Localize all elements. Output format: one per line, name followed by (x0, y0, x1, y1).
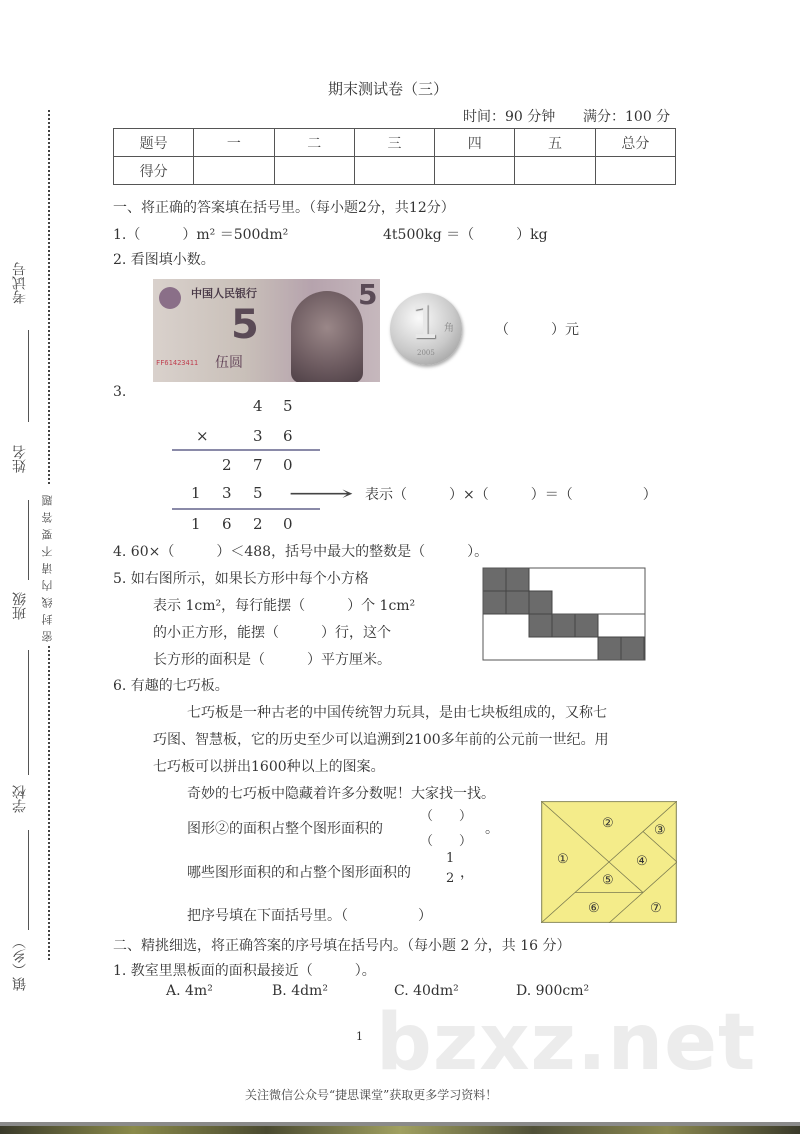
header-cell: 二 (274, 129, 354, 157)
q6-question-b: 哪些图形面积的和占整个图形面积的 (187, 865, 411, 881)
digit: 6 (222, 515, 232, 533)
digit: 0 (283, 456, 293, 474)
q5-line: 5. 如右图所示，如果长方形中每个小方格 (113, 571, 369, 587)
score-cell[interactable] (274, 157, 354, 185)
fraction-denominator: 2 (446, 871, 455, 886)
digit: 1 (191, 515, 201, 533)
page-title: 期末测试卷（三） (328, 80, 449, 98)
option-d: D. 900cm² (516, 983, 590, 999)
score-cell[interactable] (435, 157, 515, 185)
note-corner-value: 5 (358, 279, 378, 311)
name-field[interactable] (28, 500, 29, 580)
digit: 3 (222, 484, 232, 502)
score-table-score-row (114, 157, 676, 185)
note-value: 5 (231, 302, 259, 348)
emblem-icon (159, 287, 181, 309)
footer-note: 关注微信公众号“捷思课堂”获取更多学习资料！ (245, 1088, 498, 1102)
header-cell: 四 (435, 129, 515, 157)
fraction-denominator-blank[interactable]: （ ） (420, 834, 473, 849)
exam-time: 时间：90 分钟 (463, 109, 556, 125)
digit: 3 (253, 427, 263, 445)
q6-paragraph-line: 七巧板是一种古老的中国传统智力玩具，是由七块板组成的，又称七 (187, 705, 607, 721)
header-cell: 五 (515, 129, 595, 157)
coin-image (390, 293, 462, 365)
arrow-icon: ⟶ (288, 481, 354, 505)
digit: 2 (253, 515, 263, 533)
q2-answer: （ ）元 (495, 322, 579, 338)
q6-find: 奇妙的七巧板中隐藏着许多分数呢！大家找一找。 (187, 786, 495, 802)
digit: 6 (283, 427, 293, 445)
times-sign: × (196, 427, 209, 445)
score-table-header-row (114, 129, 676, 157)
tangram-label: ④ (636, 854, 648, 869)
town-label: 镇（乡） (12, 935, 28, 991)
q6-question-a: 图形②的面积占整个图形面积的 (187, 821, 383, 837)
note-chinese-value: 伍圆 (215, 355, 243, 371)
q4-text: 4. 60×（ ）＜488，括号中最大的整数是（ ）。 (113, 544, 489, 560)
bank-name: 中国人民银行 (191, 287, 257, 300)
header-cell: 总分 (595, 129, 675, 157)
row-label: 得分 (114, 157, 194, 185)
fraction-numerator-blank[interactable]: （ ） (420, 809, 473, 824)
tangram-label: ③ (654, 823, 666, 838)
q1-part-b: 4t500kg ＝（ ）kg (383, 227, 548, 243)
calc-line (172, 508, 320, 510)
coin-value: 1 (410, 295, 440, 349)
q1-part-a: 1.（ ）m² ＝500dm² (113, 227, 289, 243)
page-number: 1 (356, 1030, 363, 1043)
school-field[interactable] (28, 830, 29, 930)
q6-title: 6. 有趣的七巧板。 (113, 678, 229, 694)
q2-text: 2. 看图填小数。 (113, 252, 215, 268)
digit: 0 (283, 515, 293, 533)
digit: 5 (253, 484, 263, 502)
class-field[interactable] (28, 650, 29, 775)
fraction-numerator: 1 (446, 851, 455, 866)
tangram-label: ② (602, 816, 614, 831)
watermark: bzxz.net (376, 998, 757, 1088)
tangram-label: ⑥ (588, 901, 600, 916)
note-serial: FF61423411 (156, 359, 199, 367)
grid-rectangle-figure (482, 567, 646, 661)
option-a: A. 4m² (166, 983, 213, 999)
score-cell[interactable] (515, 157, 595, 185)
punct: ， (460, 865, 474, 881)
score-cell[interactable] (595, 157, 675, 185)
header-cell: 题号 (114, 129, 194, 157)
coin-year: 2005 (417, 349, 435, 357)
header-cell: 一 (194, 129, 274, 157)
name-label: 姓名 (12, 445, 28, 473)
digit: 4 (253, 397, 263, 415)
school-label: 学校 (12, 785, 28, 813)
exam-no-label: 考试号 (12, 262, 28, 304)
tangram-label: ① (557, 852, 569, 867)
coin-unit: 角 (444, 323, 454, 334)
banknote-image (153, 279, 380, 382)
portrait (291, 291, 363, 382)
tangram-label: ⑦ (650, 901, 662, 916)
score-cell[interactable] (354, 157, 434, 185)
tangram-label: ⑤ (602, 873, 614, 888)
q3-explain: 表示（ ）×（ ）＝（ ） (365, 487, 657, 503)
q5-line: 的小正方形，能摆（ ）行，这个 (153, 625, 391, 641)
q6-question-c: 把序号填在下面括号里。（ ） (187, 908, 432, 924)
class-label: 班级 (12, 592, 28, 620)
section2-title: 二、精挑细选，将正确答案的序号填在括号内。（每小题 2 分，共 16 分） (113, 938, 571, 954)
background-strip (0, 1126, 800, 1134)
digit: 7 (253, 456, 263, 474)
full-score: 满分：100 分 (583, 109, 671, 125)
digit: 2 (222, 456, 232, 474)
option-c: C. 40dm² (394, 983, 459, 999)
seal-notice: 密封线内请不要答题 (40, 485, 56, 646)
q3-label: 3. (113, 384, 127, 400)
q5-line: 表示 1cm²，每行能摆（ ）个 1cm² (153, 598, 416, 614)
calc-line (172, 449, 320, 451)
exam-no-field[interactable] (28, 330, 29, 422)
score-table (113, 128, 676, 185)
q6-paragraph-line: 巧图、智慧板，它的历史至少可以追溯到2100多年前的公元前一世纪。用 (153, 732, 609, 748)
punct: 。 (485, 821, 499, 837)
s2-q1-text: 1. 教室里黑板面的面积最接近（ ）。 (113, 963, 376, 979)
score-cell[interactable] (194, 157, 274, 185)
option-b: B. 4dm² (272, 983, 328, 999)
q6-paragraph-line: 七巧板可以拼出1600种以上的图案。 (153, 759, 385, 775)
q5-line: 长方形的面积是（ ）平方厘米。 (153, 652, 391, 668)
digit: 1 (191, 484, 201, 502)
header-cell: 三 (354, 129, 434, 157)
digit: 5 (283, 397, 293, 415)
section1-title: 一、将正确的答案填在括号里。（每小题2分，共12分） (113, 200, 455, 216)
